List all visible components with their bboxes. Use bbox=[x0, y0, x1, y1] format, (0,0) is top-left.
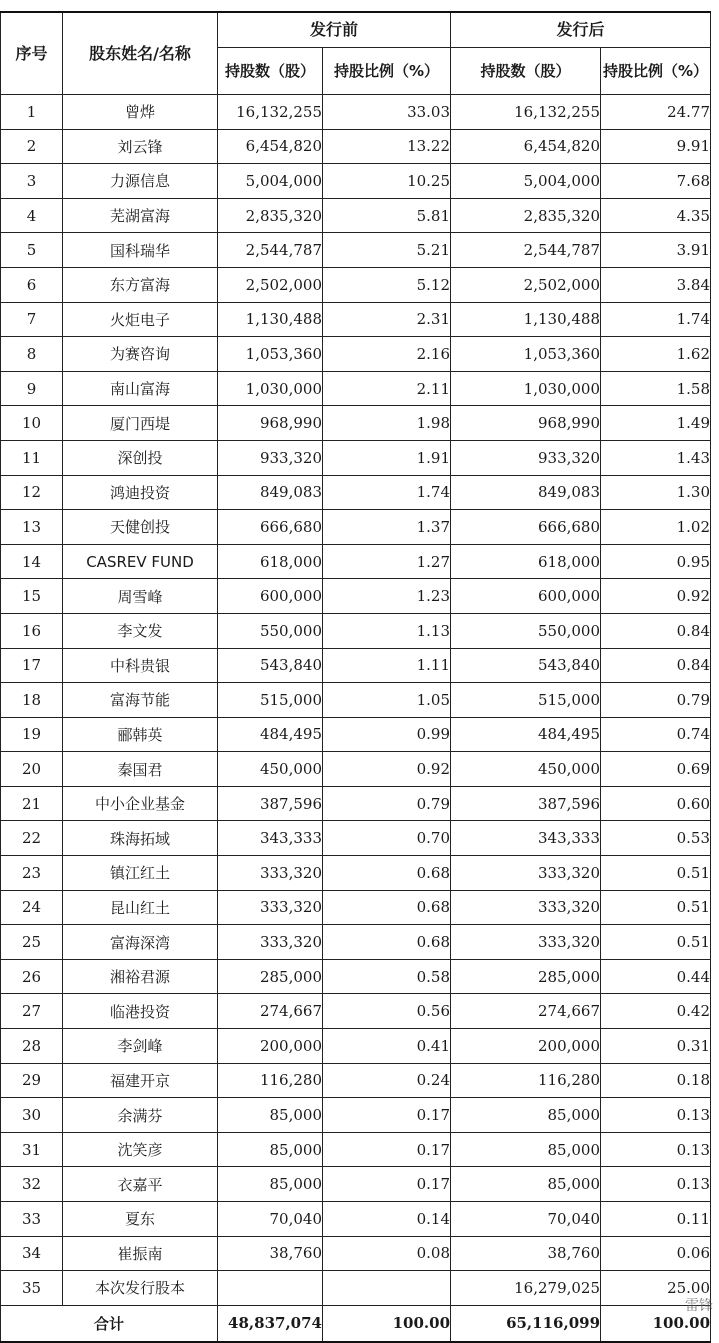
cell-after-shares: 333,320 bbox=[451, 925, 601, 960]
table-row bbox=[1, 925, 711, 960]
cell-before-shares: 85,000 bbox=[218, 1098, 323, 1133]
cell-index: 11 bbox=[1, 440, 63, 475]
cell-shareholder-name: 国科瑞华 bbox=[63, 233, 218, 268]
cell-after-shares: 85,000 bbox=[451, 1098, 601, 1133]
cell-after-shares: 200,000 bbox=[451, 1029, 601, 1064]
cell-index: 16 bbox=[1, 613, 63, 648]
cell-index: 30 bbox=[1, 1098, 63, 1133]
cell-after-ratio: 0.06 bbox=[601, 1236, 711, 1271]
cell-index: 8 bbox=[1, 337, 63, 372]
cell-shareholder-name: 临港投资 bbox=[63, 994, 218, 1029]
cell-before-shares: 1,030,000 bbox=[218, 371, 323, 406]
cell-shareholder-name: 刘云锋 bbox=[63, 129, 218, 164]
cell-index: 22 bbox=[1, 821, 63, 856]
cell-after-shares: 5,004,000 bbox=[451, 164, 601, 199]
cell-before-ratio: 0.24 bbox=[323, 1063, 451, 1098]
cell-after-ratio: 0.51 bbox=[601, 890, 711, 925]
cell-after-ratio: 3.84 bbox=[601, 267, 711, 302]
cell-before-ratio: 1.37 bbox=[323, 510, 451, 545]
cell-after-ratio: 0.95 bbox=[601, 544, 711, 579]
cell-before-ratio: 10.25 bbox=[323, 164, 451, 199]
cell-before-shares: 16,132,255 bbox=[218, 95, 323, 130]
cell-before-shares: 70,040 bbox=[218, 1202, 323, 1237]
cell-shareholder-name: 天健创投 bbox=[63, 510, 218, 545]
cell-after-ratio: 3.91 bbox=[601, 233, 711, 268]
cell-before-shares: 515,000 bbox=[218, 683, 323, 718]
cell-shareholder-name: 富海节能 bbox=[63, 683, 218, 718]
cell-after-shares: 2,835,320 bbox=[451, 198, 601, 233]
cell-before-shares: 666,680 bbox=[218, 510, 323, 545]
header-row-groups bbox=[1, 12, 711, 48]
cell-shareholder-name: 珠海拓域 bbox=[63, 821, 218, 856]
total-label: 合计 bbox=[1, 1305, 218, 1342]
cell-before-ratio: 13.22 bbox=[323, 129, 451, 164]
cell-shareholder-name: 本次发行股本 bbox=[63, 1271, 218, 1306]
cell-shareholder-name: 余满芬 bbox=[63, 1098, 218, 1133]
cell-index: 27 bbox=[1, 994, 63, 1029]
cell-after-ratio: 0.13 bbox=[601, 1098, 711, 1133]
cell-index: 4 bbox=[1, 198, 63, 233]
cell-shareholder-name: 镇江红土 bbox=[63, 856, 218, 891]
table-row bbox=[1, 1063, 711, 1098]
cell-after-shares: 2,502,000 bbox=[451, 267, 601, 302]
cell-index: 26 bbox=[1, 959, 63, 994]
table-row bbox=[1, 994, 711, 1029]
total-before-ratio: 100.00 bbox=[323, 1305, 451, 1342]
cell-index: 7 bbox=[1, 302, 63, 337]
cell-before-ratio: 1.11 bbox=[323, 648, 451, 683]
table-row bbox=[1, 1236, 711, 1271]
cell-after-shares: 600,000 bbox=[451, 579, 601, 614]
cell-before-shares: 543,840 bbox=[218, 648, 323, 683]
cell-before-ratio: 0.08 bbox=[323, 1236, 451, 1271]
cell-before-ratio: 1.91 bbox=[323, 440, 451, 475]
table-row bbox=[1, 683, 711, 718]
cell-before-shares: 333,320 bbox=[218, 856, 323, 891]
cell-shareholder-name: 南山富海 bbox=[63, 371, 218, 406]
watermark: 雷锋 bbox=[685, 1298, 713, 1314]
cell-before-ratio: 1.05 bbox=[323, 683, 451, 718]
header-before-ratio: 持股比例（%） bbox=[323, 48, 451, 95]
table-row bbox=[1, 1098, 711, 1133]
cell-before-shares: 618,000 bbox=[218, 544, 323, 579]
cell-shareholder-name: 郦韩英 bbox=[63, 717, 218, 752]
cell-after-ratio: 0.11 bbox=[601, 1202, 711, 1237]
cell-index: 21 bbox=[1, 786, 63, 821]
table-row bbox=[1, 959, 711, 994]
cell-after-ratio: 0.74 bbox=[601, 717, 711, 752]
cell-index: 2 bbox=[1, 129, 63, 164]
cell-after-ratio: 25.00 bbox=[601, 1271, 711, 1306]
total-after-ratio: 100.00 bbox=[601, 1305, 711, 1342]
cell-after-shares: 6,454,820 bbox=[451, 129, 601, 164]
cell-after-shares: 1,130,488 bbox=[451, 302, 601, 337]
cell-after-shares: 968,990 bbox=[451, 406, 601, 441]
cell-after-shares: 85,000 bbox=[451, 1167, 601, 1202]
cell-after-ratio: 0.18 bbox=[601, 1063, 711, 1098]
cell-index: 35 bbox=[1, 1271, 63, 1306]
cell-after-shares: 849,083 bbox=[451, 475, 601, 510]
table-body bbox=[1, 95, 711, 1306]
table-row bbox=[1, 1167, 711, 1202]
cell-after-shares: 550,000 bbox=[451, 613, 601, 648]
cell-before-shares: 387,596 bbox=[218, 786, 323, 821]
cell-before-shares: 600,000 bbox=[218, 579, 323, 614]
cell-after-ratio: 0.92 bbox=[601, 579, 711, 614]
table-row bbox=[1, 233, 711, 268]
cell-before-ratio: 1.23 bbox=[323, 579, 451, 614]
cell-before-ratio: 1.98 bbox=[323, 406, 451, 441]
cell-index: 20 bbox=[1, 752, 63, 787]
cell-before-ratio: 0.17 bbox=[323, 1098, 451, 1133]
cell-before-ratio: 1.27 bbox=[323, 544, 451, 579]
table-row bbox=[1, 890, 711, 925]
cell-before-shares: 1,130,488 bbox=[218, 302, 323, 337]
cell-before-shares: 933,320 bbox=[218, 440, 323, 475]
cell-after-ratio: 0.44 bbox=[601, 959, 711, 994]
cell-after-shares: 618,000 bbox=[451, 544, 601, 579]
cell-before-shares: 550,000 bbox=[218, 613, 323, 648]
cell-before-shares: 343,333 bbox=[218, 821, 323, 856]
cell-index: 32 bbox=[1, 1167, 63, 1202]
cell-shareholder-name: 深创投 bbox=[63, 440, 218, 475]
cell-before-shares: 333,320 bbox=[218, 925, 323, 960]
cell-after-shares: 387,596 bbox=[451, 786, 601, 821]
cell-before-shares: 85,000 bbox=[218, 1167, 323, 1202]
cell-after-shares: 1,053,360 bbox=[451, 337, 601, 372]
cell-index: 33 bbox=[1, 1202, 63, 1237]
cell-shareholder-name: 沈笑彦 bbox=[63, 1132, 218, 1167]
table-row bbox=[1, 198, 711, 233]
cell-after-shares: 450,000 bbox=[451, 752, 601, 787]
cell-before-shares: 116,280 bbox=[218, 1063, 323, 1098]
table-row bbox=[1, 164, 711, 199]
cell-shareholder-name: 中科贵银 bbox=[63, 648, 218, 683]
cell-after-ratio: 4.35 bbox=[601, 198, 711, 233]
cell-after-ratio: 0.13 bbox=[601, 1167, 711, 1202]
cell-after-ratio: 1.58 bbox=[601, 371, 711, 406]
cell-before-ratio: 0.58 bbox=[323, 959, 451, 994]
cell-index: 25 bbox=[1, 925, 63, 960]
cell-shareholder-name: 秦国君 bbox=[63, 752, 218, 787]
cell-after-shares: 666,680 bbox=[451, 510, 601, 545]
cell-before-ratio: 1.13 bbox=[323, 613, 451, 648]
cell-before-ratio bbox=[323, 1271, 451, 1306]
total-row bbox=[1, 1305, 711, 1342]
cell-index: 5 bbox=[1, 233, 63, 268]
cell-after-shares: 933,320 bbox=[451, 440, 601, 475]
header-before-shares: 持股数（股） bbox=[218, 48, 323, 95]
cell-shareholder-name: 昆山红土 bbox=[63, 890, 218, 925]
cell-shareholder-name: 中小企业基金 bbox=[63, 786, 218, 821]
cell-before-ratio: 33.03 bbox=[323, 95, 451, 130]
cell-before-shares: 274,667 bbox=[218, 994, 323, 1029]
cell-after-ratio: 0.69 bbox=[601, 752, 711, 787]
cell-before-shares: 38,760 bbox=[218, 1236, 323, 1271]
table-row bbox=[1, 613, 711, 648]
cell-shareholder-name: 芜湖富海 bbox=[63, 198, 218, 233]
cell-before-ratio: 2.16 bbox=[323, 337, 451, 372]
cell-shareholder-name: 衣嘉平 bbox=[63, 1167, 218, 1202]
cell-before-shares: 85,000 bbox=[218, 1132, 323, 1167]
cell-after-ratio: 1.43 bbox=[601, 440, 711, 475]
cell-after-shares: 285,000 bbox=[451, 959, 601, 994]
cell-after-ratio: 0.42 bbox=[601, 994, 711, 1029]
cell-before-shares: 849,083 bbox=[218, 475, 323, 510]
table-row bbox=[1, 1202, 711, 1237]
cell-index: 1 bbox=[1, 95, 63, 130]
cell-index: 24 bbox=[1, 890, 63, 925]
cell-before-shares: 200,000 bbox=[218, 1029, 323, 1064]
table-row bbox=[1, 856, 711, 891]
cell-shareholder-name: 火炬电子 bbox=[63, 302, 218, 337]
cell-before-shares: 1,053,360 bbox=[218, 337, 323, 372]
cell-index: 29 bbox=[1, 1063, 63, 1098]
cell-shareholder-name: 湘裕君源 bbox=[63, 959, 218, 994]
cell-after-shares: 515,000 bbox=[451, 683, 601, 718]
cell-index: 28 bbox=[1, 1029, 63, 1064]
cell-before-ratio: 5.12 bbox=[323, 267, 451, 302]
table-row bbox=[1, 371, 711, 406]
cell-after-ratio: 0.60 bbox=[601, 786, 711, 821]
table-row bbox=[1, 1271, 711, 1306]
cell-shareholder-name: 曾烨 bbox=[63, 95, 218, 130]
cell-after-shares: 484,495 bbox=[451, 717, 601, 752]
cell-after-shares: 343,333 bbox=[451, 821, 601, 856]
cell-shareholder-name: 鸿迪投资 bbox=[63, 475, 218, 510]
cell-before-ratio: 0.17 bbox=[323, 1132, 451, 1167]
cell-before-ratio: 0.68 bbox=[323, 890, 451, 925]
cell-before-shares: 333,320 bbox=[218, 890, 323, 925]
table-row bbox=[1, 821, 711, 856]
cell-index: 31 bbox=[1, 1132, 63, 1167]
cell-before-ratio: 5.81 bbox=[323, 198, 451, 233]
cell-after-ratio: 0.79 bbox=[601, 683, 711, 718]
cell-after-shares: 543,840 bbox=[451, 648, 601, 683]
cell-shareholder-name: 富海深湾 bbox=[63, 925, 218, 960]
cell-before-ratio: 1.74 bbox=[323, 475, 451, 510]
cell-after-ratio: 0.31 bbox=[601, 1029, 711, 1064]
cell-after-ratio: 0.13 bbox=[601, 1132, 711, 1167]
table-row bbox=[1, 786, 711, 821]
cell-after-shares: 2,544,787 bbox=[451, 233, 601, 268]
cell-after-shares: 16,132,255 bbox=[451, 95, 601, 130]
cell-index: 23 bbox=[1, 856, 63, 891]
table-row bbox=[1, 475, 711, 510]
table-row bbox=[1, 302, 711, 337]
cell-after-ratio: 0.53 bbox=[601, 821, 711, 856]
cell-index: 10 bbox=[1, 406, 63, 441]
cell-after-ratio: 0.51 bbox=[601, 925, 711, 960]
table-row bbox=[1, 510, 711, 545]
cell-before-ratio: 0.56 bbox=[323, 994, 451, 1029]
cell-before-shares: 450,000 bbox=[218, 752, 323, 787]
header-index: 序号 bbox=[1, 12, 63, 95]
cell-after-shares: 16,279,025 bbox=[451, 1271, 601, 1306]
cell-after-shares: 70,040 bbox=[451, 1202, 601, 1237]
cell-shareholder-name: 崔振南 bbox=[63, 1236, 218, 1271]
cell-shareholder-name: 周雪峰 bbox=[63, 579, 218, 614]
cell-before-shares: 2,544,787 bbox=[218, 233, 323, 268]
cell-after-shares: 333,320 bbox=[451, 856, 601, 891]
cell-before-shares: 2,502,000 bbox=[218, 267, 323, 302]
cell-before-shares: 5,004,000 bbox=[218, 164, 323, 199]
cell-index: 18 bbox=[1, 683, 63, 718]
cell-before-shares: 6,454,820 bbox=[218, 129, 323, 164]
table-row bbox=[1, 579, 711, 614]
cell-before-shares: 968,990 bbox=[218, 406, 323, 441]
cell-before-ratio: 0.79 bbox=[323, 786, 451, 821]
cell-index: 19 bbox=[1, 717, 63, 752]
cell-index: 15 bbox=[1, 579, 63, 614]
cell-before-ratio: 0.68 bbox=[323, 856, 451, 891]
total-before-shares: 48,837,074 bbox=[218, 1305, 323, 1342]
cell-after-ratio: 1.02 bbox=[601, 510, 711, 545]
cell-index: 14 bbox=[1, 544, 63, 579]
cell-index: 12 bbox=[1, 475, 63, 510]
cell-before-shares: 285,000 bbox=[218, 959, 323, 994]
table-row bbox=[1, 267, 711, 302]
cell-shareholder-name: 力源信息 bbox=[63, 164, 218, 199]
cell-before-shares: 484,495 bbox=[218, 717, 323, 752]
cell-shareholder-name: 厦门西堤 bbox=[63, 406, 218, 441]
table-row bbox=[1, 129, 711, 164]
cell-shareholder-name: 夏东 bbox=[63, 1202, 218, 1237]
cell-after-shares: 38,760 bbox=[451, 1236, 601, 1271]
cell-before-ratio: 2.11 bbox=[323, 371, 451, 406]
cell-before-ratio: 0.14 bbox=[323, 1202, 451, 1237]
table-row bbox=[1, 1029, 711, 1064]
cell-after-ratio: 1.74 bbox=[601, 302, 711, 337]
cell-shareholder-name: CASREV FUND bbox=[63, 544, 218, 579]
cell-after-ratio: 1.30 bbox=[601, 475, 711, 510]
table-row bbox=[1, 337, 711, 372]
cell-after-ratio: 0.84 bbox=[601, 648, 711, 683]
shareholding-table bbox=[0, 11, 711, 1343]
table-row bbox=[1, 1132, 711, 1167]
cell-index: 3 bbox=[1, 164, 63, 199]
header-after-issue: 发行后 bbox=[451, 12, 711, 48]
cell-before-ratio: 2.31 bbox=[323, 302, 451, 337]
header-after-ratio: 持股比例（%） bbox=[601, 48, 711, 95]
cell-after-ratio: 24.77 bbox=[601, 95, 711, 130]
cell-after-ratio: 7.68 bbox=[601, 164, 711, 199]
table-row bbox=[1, 440, 711, 475]
cell-before-ratio: 0.17 bbox=[323, 1167, 451, 1202]
cell-after-shares: 85,000 bbox=[451, 1132, 601, 1167]
cell-index: 34 bbox=[1, 1236, 63, 1271]
table-row bbox=[1, 406, 711, 441]
cell-shareholder-name: 东方富海 bbox=[63, 267, 218, 302]
cell-index: 6 bbox=[1, 267, 63, 302]
cell-before-ratio: 0.70 bbox=[323, 821, 451, 856]
cell-before-ratio: 0.41 bbox=[323, 1029, 451, 1064]
cell-shareholder-name: 李文发 bbox=[63, 613, 218, 648]
table-row bbox=[1, 752, 711, 787]
header-after-shares: 持股数（股） bbox=[451, 48, 601, 95]
cell-after-shares: 333,320 bbox=[451, 890, 601, 925]
cell-after-shares: 274,667 bbox=[451, 994, 601, 1029]
table-row bbox=[1, 648, 711, 683]
cell-before-ratio: 0.68 bbox=[323, 925, 451, 960]
header-shareholder-name: 股东姓名/名称 bbox=[63, 12, 218, 95]
cell-after-ratio: 1.62 bbox=[601, 337, 711, 372]
cell-shareholder-name: 为赛咨询 bbox=[63, 337, 218, 372]
cell-before-shares bbox=[218, 1271, 323, 1306]
cell-index: 13 bbox=[1, 510, 63, 545]
table-row bbox=[1, 544, 711, 579]
table-row bbox=[1, 95, 711, 130]
table-row bbox=[1, 717, 711, 752]
cell-before-shares: 2,835,320 bbox=[218, 198, 323, 233]
cell-after-ratio: 1.49 bbox=[601, 406, 711, 441]
cell-after-shares: 1,030,000 bbox=[451, 371, 601, 406]
cell-after-shares: 116,280 bbox=[451, 1063, 601, 1098]
cell-shareholder-name: 李剑峰 bbox=[63, 1029, 218, 1064]
total-after-shares: 65,116,099 bbox=[451, 1305, 601, 1342]
cell-after-ratio: 0.84 bbox=[601, 613, 711, 648]
cell-after-ratio: 9.91 bbox=[601, 129, 711, 164]
cell-before-ratio: 0.99 bbox=[323, 717, 451, 752]
cell-after-ratio: 0.51 bbox=[601, 856, 711, 891]
header-before-issue: 发行前 bbox=[218, 12, 451, 48]
cell-index: 17 bbox=[1, 648, 63, 683]
cell-shareholder-name: 福建开京 bbox=[63, 1063, 218, 1098]
cell-before-ratio: 5.21 bbox=[323, 233, 451, 268]
cell-before-ratio: 0.92 bbox=[323, 752, 451, 787]
cell-index: 9 bbox=[1, 371, 63, 406]
